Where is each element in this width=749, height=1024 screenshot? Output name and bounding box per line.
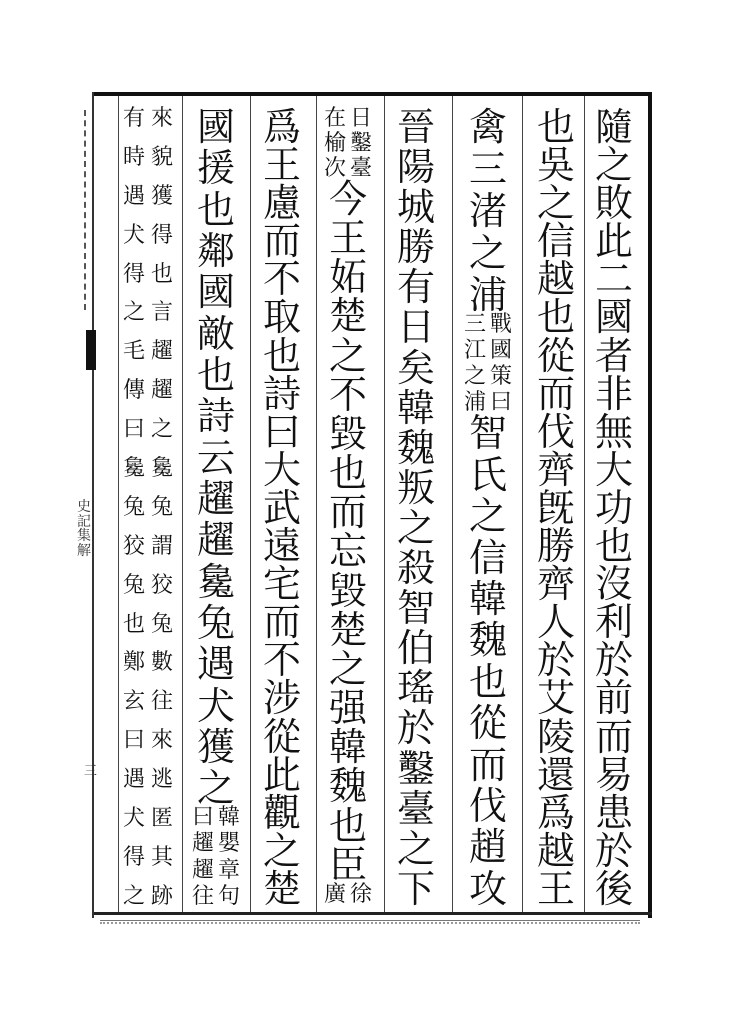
annotation-column: 徐 xyxy=(349,882,372,908)
annotation-column: 在 榆 次 xyxy=(323,106,346,181)
column-rule xyxy=(182,96,183,912)
column-rule xyxy=(452,96,453,912)
column-rule xyxy=(584,96,585,912)
annotation-column: 曰 趯 趯 往 xyxy=(191,805,214,909)
column-rule xyxy=(250,96,251,912)
column-rule xyxy=(118,96,119,912)
text-column-segment: 禽 三 渚 之 浦 xyxy=(468,105,507,317)
text-column-segment: 國 援 也 鄰 國 敵 也 詩 云 趯 趯 毚 兔 遇 犬 獲 之 xyxy=(196,105,235,811)
annotation-column: 日 鑿 臺 xyxy=(349,106,372,181)
spine-edge-marks xyxy=(84,110,96,310)
column-rule xyxy=(522,96,523,912)
text-column-segment: 智 氏 之 信 韓 魏 也 從 而 伐 趙 攻 xyxy=(468,411,507,911)
text-column: 晉 陽 城 勝 有 日 矣 韓 魏 叛 之 殺 智 伯 瑤 於 鑿 臺 之 下 xyxy=(396,105,435,911)
text-column-segment: 今 王 妬 楚 之 不 毀 也 而 忘 毀 楚 之 强 韓 魏 也 臣 xyxy=(328,176,367,887)
frame-top-rule xyxy=(92,92,652,96)
spine-book-title: 史 記 集 解 xyxy=(77,499,91,560)
fish-tail-mark xyxy=(86,330,96,370)
text-column: 隨 之 敗 此 二 國 者 非 無 大 功 也 沒 利 於 前 而 易 患 於 後 xyxy=(594,105,633,911)
annotation-column: 三 江 之 浦 xyxy=(463,311,486,416)
annotation-column: 韓 嬰 章 句 xyxy=(217,805,240,909)
bottom-margin-ornament xyxy=(100,922,640,932)
text-column: 爲 王 慮 而 不 取 也 詩 曰 大 武 遠 宅 而 不 涉 從 此 觀 之 楚 xyxy=(262,105,301,911)
annotation-column: 戰 國 策 曰 xyxy=(489,311,512,416)
spine-page-number: 三 xyxy=(84,764,98,779)
text-column: 也 吳 之 信 越 也 從 而 伐 齊 旣 勝 齊 人 於 艾 陵 還 爲 越 王 xyxy=(536,105,575,911)
frame-bottom-thin-rule xyxy=(100,920,640,921)
column-rule xyxy=(316,96,317,912)
column-rule xyxy=(384,96,385,912)
frame-right-rule xyxy=(648,92,652,918)
annotation-column: 來 貌 獲 得 也 言 趯 趯 之 毚 兔 謂 狡 兔 數 往 來 逃 匿 其 跡 xyxy=(150,106,173,909)
frame-bottom-rule xyxy=(92,912,652,915)
annotation-column: 有 時 遇 犬 得 之 毛 傳 曰 毚 兔 狡 兔 也 鄭 玄 曰 遇 犬 得 之 xyxy=(122,106,145,909)
annotation-column: 廣 xyxy=(323,882,346,908)
